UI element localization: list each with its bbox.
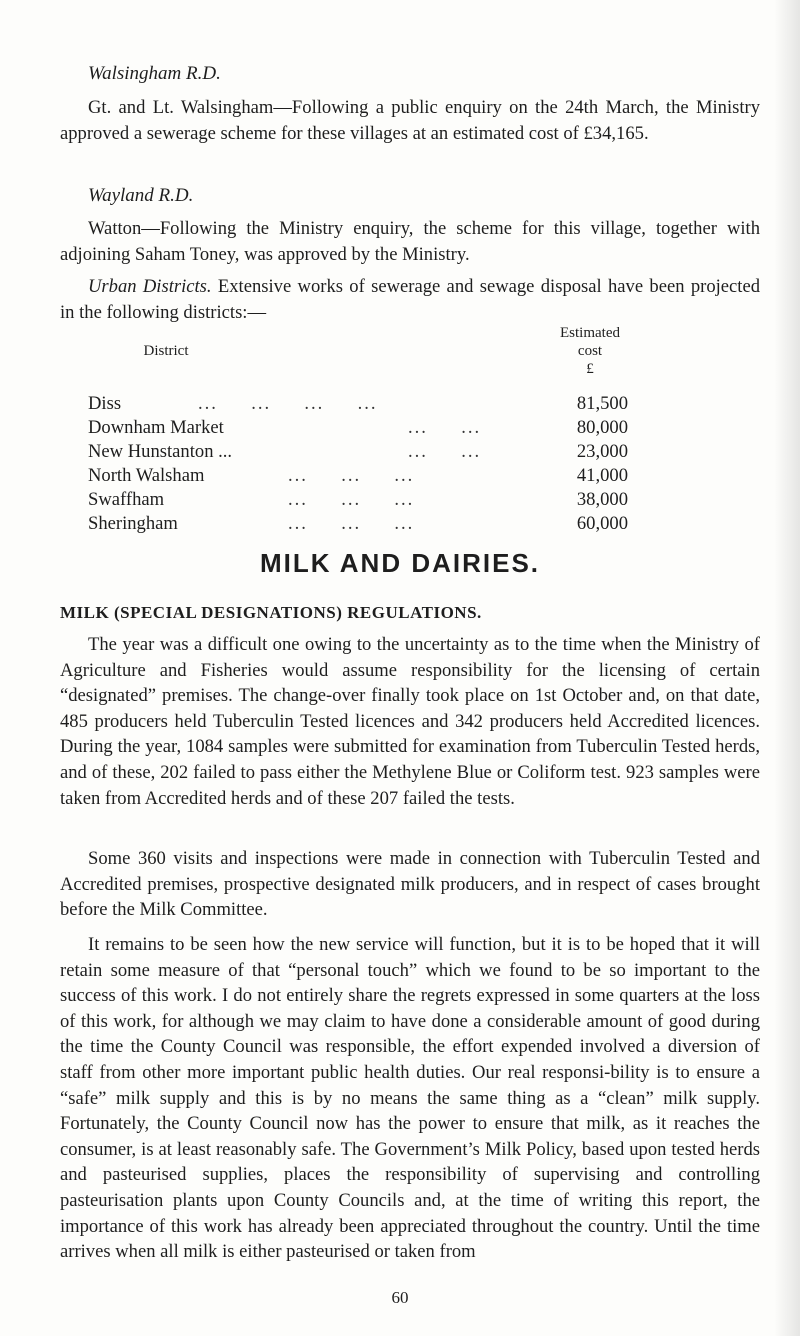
table-row	[88, 392, 628, 416]
district-cost: 23,000	[576, 441, 628, 462]
district-name: Diss	[88, 393, 122, 414]
district-name: Sheringham	[88, 513, 178, 534]
section-title-milk-and-dairies: MILK AND DAIRIES.	[259, 548, 541, 578]
wayland-heading: Wayland R.D.	[88, 185, 194, 206]
leader-dots: ... ... ... ...	[198, 393, 378, 414]
urban-districts-paragraph	[60, 274, 760, 325]
walsingham-heading: Walsingham R.D.	[88, 63, 221, 84]
district-cost: 38,000	[576, 489, 628, 510]
urban-districts-text: Extensive works of sewerage and sewage disposal have been projected in the following districts:—	[60, 276, 761, 323]
district-name: Downham Market	[88, 417, 224, 438]
table-row	[88, 488, 628, 512]
district-cost: 80,000	[576, 417, 628, 438]
table-row	[88, 464, 628, 488]
district-name: North Walsham	[88, 465, 205, 486]
milk-paragraph-3: It remains to be seen how the new service will function, but it is to be hoped that it will retain some measure of that “personal touch” which we found to be so important to the success of this work. I do not entirely share the regrets expressed in some quarters at the loss of this work, for although we may claim to have done a considerable amount of good during the time the County Council was responsible, the effort expended involved a diversion of staff from other more important public health duties. Our real responsi-bility is to ensure a “safe” milk supply and this is by no means the same thing as a “clean” milk supply. Fortunately, the County Council now has the power to ensure that milk, as it reaches the consumer, is at least reasonably safe. The Government’s Milk Policy, based upon tested herds and pasteurised supplies, places the responsibility of supervising and controlling pasteurisation plants upon County Councils and, at the time of writing this report, the importance of this work has already been appreciated throughout the country. Until the time arrives when all milk is either pasteurised or taken from	[60, 934, 760, 1263]
table-row	[88, 440, 628, 464]
column-header-estimated: Estimated	[560, 325, 620, 341]
subsection-title-regulations: MILK (SPECIAL DESIGNATIONS) REGULATIONS.	[60, 603, 482, 622]
page-number: 60	[391, 1288, 409, 1307]
leader-dots: ... ... ...	[288, 465, 415, 486]
leader-dots: ... ... ...	[288, 489, 415, 510]
table-row	[88, 416, 628, 440]
district-cost: 60,000	[576, 513, 628, 534]
urban-districts-lead: Urban Districts.	[88, 276, 212, 297]
district-cost: 41,000	[576, 465, 628, 486]
district-name: Swaffham	[88, 489, 165, 510]
milk-paragraph-2: Some 360 visits and inspections were made in connection with Tuberculin Tested and Accredited premises, prospective designated milk producers, and in respect of cases brought before the Milk Committee.	[60, 848, 760, 921]
leader-dots: ... ...	[408, 441, 482, 462]
walsingham-paragraph: Gt. and Lt. Walsingham—Following a public enquiry on the 24th March, the Ministry approved a sewerage scheme for these villages at an estimated cost of £34,165.	[60, 97, 760, 144]
column-header-currency: £	[586, 361, 594, 377]
wayland-paragraph: Watton—Following the Ministry enquiry, the scheme for this village, together with adjoining Saham Toney, was approved by the Ministry.	[60, 218, 760, 265]
leader-dots: ... ... ...	[288, 513, 415, 534]
milk-paragraph-1: The year was a difficult one owing to the uncertainty as to the time when the Ministry of Agriculture and Fisheries would assume responsibility for the licensing of certain “designated” premises. The change-over finally took place on 1st October and, on that date, 485 producers held Tuberculin Tested licences and 342 producers held Accredited licences. During the year, 1084 samples were submitted for examination from Tuberculin Tested herds, and of these, 202 failed to pass either the Methylene Blue or Coliform test. 923 samples were taken from Accredited herds and of these 207 failed the tests.	[60, 634, 760, 809]
column-header-cost: cost	[577, 343, 603, 359]
leader-dots: ... ...	[408, 417, 482, 438]
district-cost: 81,500	[576, 393, 628, 414]
page-edge-shadow	[774, 0, 800, 1336]
column-header-district: District	[143, 343, 189, 359]
district-name: New Hunstanton ...	[88, 441, 233, 462]
table-row	[88, 512, 628, 536]
